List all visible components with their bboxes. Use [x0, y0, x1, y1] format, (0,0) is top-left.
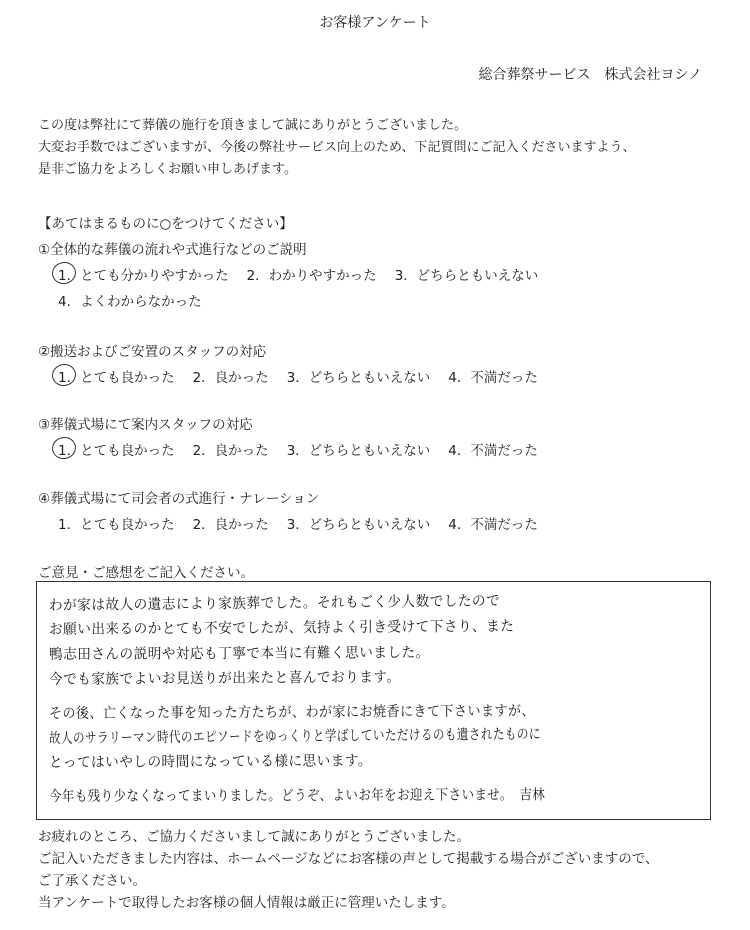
question-1-title: ①全体的な葬儀の流れや式進行などのご説明 [38, 242, 307, 258]
closing-line: ご記入いただきました内容は、ホームページなどにお客様の声として掲載する場合がございますので、 [38, 851, 659, 867]
option-3[interactable]: 3．どちらともいえない [286, 517, 431, 533]
option-4[interactable]: 4．不満だった [448, 443, 538, 459]
handwritten-line: わが家は故人の遺志により家族葬でした。それもごく少人数でしたので [48, 593, 501, 614]
option-4[interactable]: 4．不満だった [448, 517, 538, 533]
company-name: 総合葬祭サービス 株式会社ヨシノ [478, 67, 702, 83]
option-2[interactable]: 2．良かった [192, 443, 269, 459]
comments-box[interactable] [36, 581, 711, 820]
question-4-options [58, 513, 538, 533]
handwritten-line: お願い出来るのかとても不安でしたが、気持よく引き受けて下さり、また [48, 618, 515, 638]
handwritten-line: その後、亡くなった事を知った方たちが、わが家にお焼香にきて下さいますが、 [48, 703, 536, 722]
option-1[interactable]: 1．とても良かった [58, 370, 175, 386]
question-3-title: ③葬儀式場にて案内スタッフの対応 [38, 417, 253, 433]
closing-line: ご了承ください。 [38, 873, 146, 889]
option-4[interactable]: 4．不満だった [448, 370, 538, 386]
closing-line: お疲れのところ、ご協力くださいまして誠にありがとうございました。 [38, 829, 470, 845]
option-1[interactable]: 1．とても分かりやすかった [58, 268, 229, 284]
question-2-title: ②搬送およびご安置のスタッフの対応 [38, 344, 267, 360]
handwritten-line: 鴨志田さんの説明や対応も丁寧で本当に有難く思いました。 [48, 645, 430, 663]
closing-text [38, 826, 658, 914]
question-4-title: ④葬儀式場にて司会者の式進行・ナレーション [38, 491, 320, 507]
page-title: お客様アンケート [319, 15, 431, 31]
question-1-options [58, 264, 538, 284]
question-2-options [58, 366, 538, 386]
handwritten-line: 今年も残り少なくなってまいりました。どうぞ、よいお年をお迎え下さいませ。 吉林 [48, 787, 546, 805]
handwritten-line: 故人のサラリーマン時代のエピソードをゆっくりと学ばしていただけるのも遺されたものに [48, 726, 541, 747]
closing-line: 当アンケートで取得したお客様の個人情報は厳正に管理いたします。 [38, 895, 455, 911]
option-2[interactable]: 2．良かった [192, 517, 269, 533]
option-3[interactable]: 3．どちらともいえない [394, 268, 539, 284]
option-2[interactable]: 2．良かった [192, 370, 269, 386]
comments-label: ご意見・ご感想をご記入ください。 [38, 565, 254, 581]
intro-line: 大変お手数ではございますが、今後の弊社サービス向上のため、下記質問にご記入くださいますよう、 [38, 140, 636, 155]
option-1[interactable]: 1．とても良かった [58, 517, 175, 533]
option-4[interactable]: 4．よくわからなかった [58, 294, 202, 310]
handwritten-line: とってはいやしの時間になっている様に思います。 [48, 753, 372, 771]
option-3[interactable]: 3．どちらともいえない [286, 443, 431, 459]
question-1-options-row2 [58, 290, 202, 310]
option-1[interactable]: 1．とても良かった [58, 443, 175, 459]
question-3-options [58, 439, 538, 459]
option-3[interactable]: 3．どちらともいえない [286, 370, 431, 386]
instruction-text: 【あてはまるものに○をつけてください】 [38, 216, 293, 232]
intro-line: この度は弊社にて葬儀の施行を頂きまして誠にありがとうございました。 [38, 118, 468, 133]
intro-line: 是非ご協力をよろしくお願い申しあげます。 [38, 162, 297, 177]
option-2[interactable]: 2．わかりやすかった [246, 268, 377, 284]
handwritten-line: 今でも家族でよいお見送りが出来たと喜んでおります。 [48, 669, 401, 688]
intro-text [38, 115, 635, 181]
